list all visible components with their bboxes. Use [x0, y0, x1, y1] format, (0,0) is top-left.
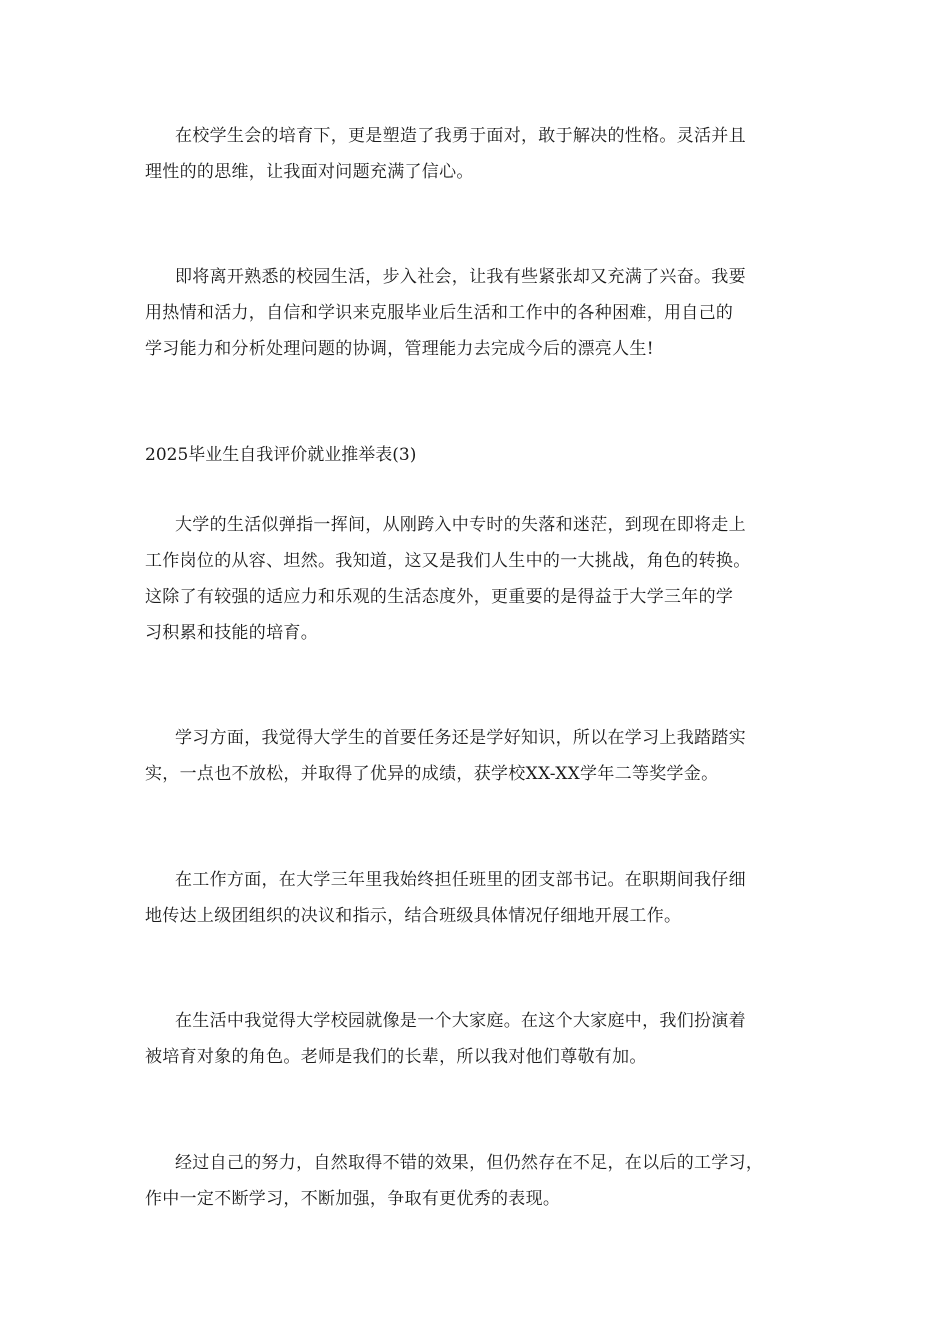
paragraph-leaving-campus: [145, 259, 815, 367]
paragraph-line: 这除了有较强的适应力和乐观的生活态度外，更重要的是得益于大学三年的学: [145, 587, 734, 607]
paragraph-university-life: [145, 507, 815, 651]
paragraph-line: 在校学生会的培育下，更是塑造了我勇于面对，敢于解决的性格。灵活并且: [175, 126, 746, 146]
paragraph-line: 习积累和技能的培育。: [145, 623, 318, 643]
paragraph-line: 工作岗位的从容、坦然。我知道，这又是我们人生中的一大挑战，角色的转换。: [145, 551, 751, 571]
paragraph-student-union: [145, 118, 815, 190]
section-heading: 2025毕业生自我评价就业推举表(3): [145, 445, 417, 465]
paragraph-line: 在工作方面，在大学三年里我始终担任班里的团支部书记。在职期间我仔细: [175, 870, 746, 890]
paragraph-line: 即将离开熟悉的校园生活，步入社会，让我有些紧张却又充满了兴奋。我要: [175, 267, 746, 287]
paragraph-line: 被培育对象的角色。老师是我们的长辈，所以我对他们尊敬有加。: [145, 1047, 647, 1067]
paragraph-line: 大学的生活似弹指一挥间，从刚跨入中专时的失落和迷茫，到现在即将走上: [175, 515, 746, 535]
paragraph-life: [145, 1003, 815, 1075]
paragraph-line: 学习能力和分析处理问题的协调，管理能力去完成今后的漂亮人生!: [145, 339, 654, 359]
paragraph-conclusion: [145, 1145, 815, 1217]
paragraph-line: 实，一点也不放松，并取得了优异的成绩，获学校XX-XX学年二等奖学金。: [145, 764, 719, 784]
paragraph-line: 在生活中我觉得大学校园就像是一个大家庭。在这个大家庭中，我们扮演着: [175, 1011, 746, 1031]
paragraph-study: [145, 720, 815, 792]
paragraph-line: 用热情和活力，自信和学识来克服毕业后生活和工作中的各种困难，用自己的: [145, 303, 734, 323]
paragraph-work: [145, 862, 815, 934]
paragraph-line: 理性的的思维，让我面对问题充满了信心。: [145, 162, 474, 182]
paragraph-line: 作中一定不断学习，不断加强，争取有更优秀的表现。: [145, 1189, 561, 1209]
paragraph-line: 学习方面，我觉得大学生的首要任务还是学好知识，所以在学习上我踏踏实: [175, 728, 746, 748]
paragraph-line: 经过自己的努力，自然取得不错的效果，但仍然存在不足，在以后的工学习，: [175, 1153, 764, 1173]
paragraph-line: 地传达上级团组织的决议和指示，结合班级具体情况仔细地开展工作。: [145, 906, 682, 926]
